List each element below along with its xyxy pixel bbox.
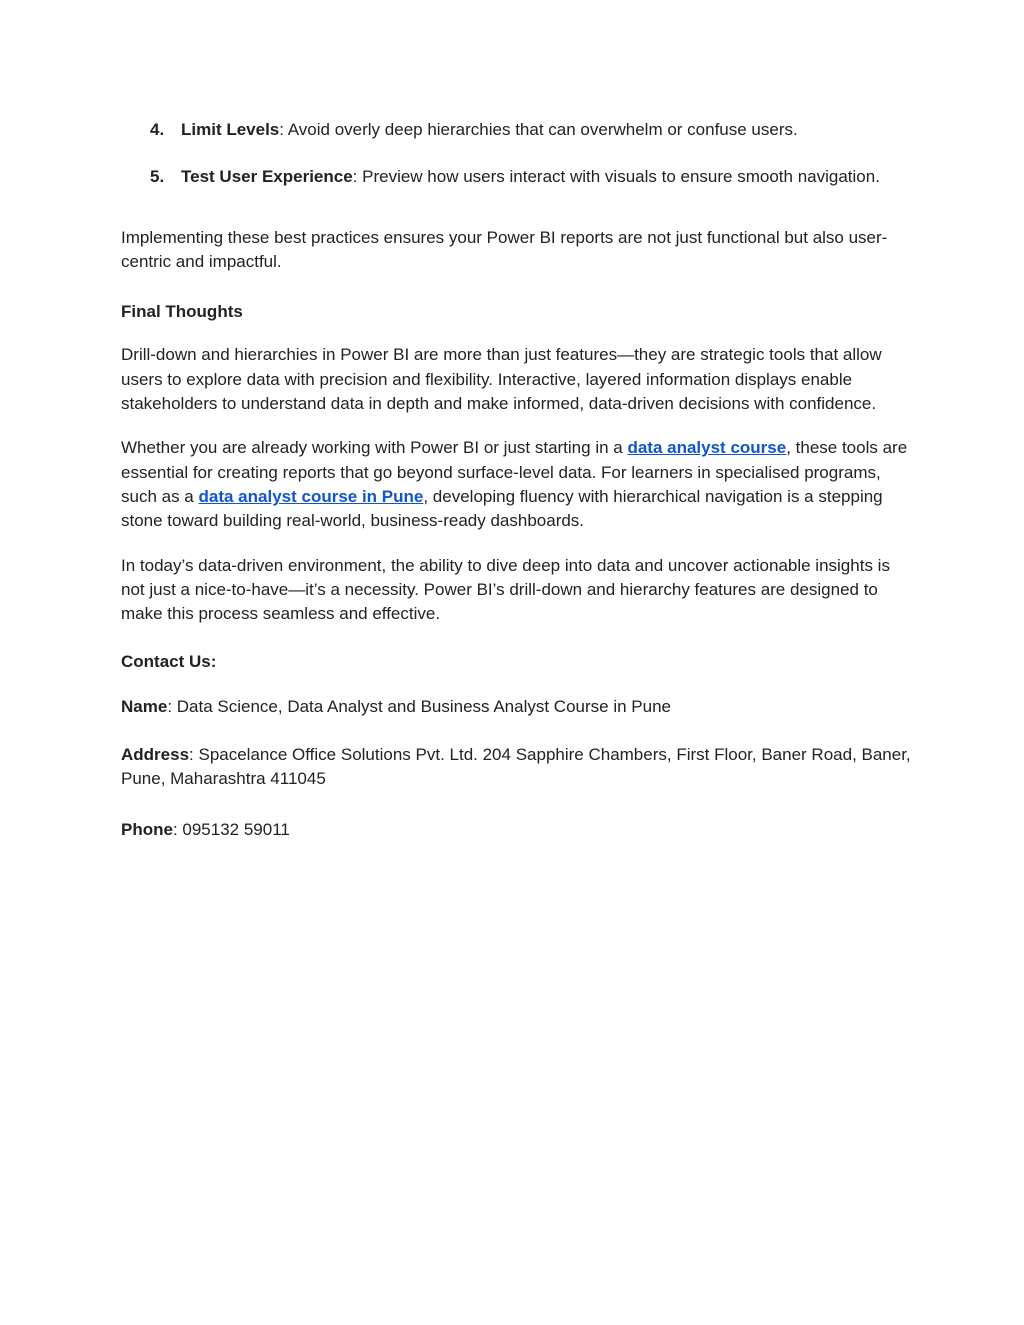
list-item-text: : Avoid overly deep hierarchies that can overwhelm or confuse users. (279, 120, 798, 139)
whether-text-1: Whether you are already working with Power BI or just starting in a (121, 438, 628, 458)
name-value: : Data Science, Data Analyst and Business Analyst Course in Pune (167, 696, 671, 716)
drill-down-paragraph: Drill-down and hierarchies in Power BI are more than just features—they are strategic tools that allow users to explore data with precision and flexibility. Interactive, layered information displays enable stakeholders to understand data in depth and make informed, data-driven decisions with confidence. (121, 345, 882, 414)
list-item-text: : Preview how users interact with visuals to ensure smooth navigation. (352, 167, 880, 187)
phone-label: Phone (121, 819, 173, 839)
contact-name (121, 695, 911, 719)
list-item-number: 5. (150, 167, 165, 187)
implementing-paragraph: Implementing these best practices ensures your Power BI reports are not just functional but also user-centric and impactful. (121, 227, 888, 271)
data-analyst-course-link[interactable]: data analyst course (627, 438, 787, 458)
name-label: Name (121, 696, 168, 716)
today-paragraph: In today’s data-driven environment, the ability to dive deep into data and uncover actionable insights is not just a nice-to-have—it’s a necessity. Power BI’s drill-down and hierarchy features are designed to make this process seamless and effective. (121, 555, 890, 624)
final-thoughts-heading: Final Thoughts (121, 302, 243, 322)
contact-address (121, 743, 911, 792)
list-item-title: Limit Levels (181, 120, 280, 139)
page-content (121, 118, 911, 842)
whether-paragraph (121, 436, 911, 533)
list-item (121, 118, 911, 142)
contact-phone (121, 818, 911, 842)
list-item (121, 165, 911, 189)
list-item-number: 4. (150, 120, 165, 139)
data-analyst-course-pune-link[interactable]: data analyst course in Pune (198, 486, 424, 506)
whether-text-2: , these tools are essential for creating reports that go beyond surface-level data. For learners in specialised programs, such as a (121, 438, 908, 506)
address-value: : Spacelance Office Solutions Pvt. Ltd. 204 Sapphire Chambers, First Floor, Baner Road, Baner, Pune, Maharashtra 411045 (121, 745, 911, 789)
whether-text-3: , developing fluency with hierarchical navigation is a stepping stone toward building real-world, business-ready dashboards. (121, 486, 883, 531)
list-item-title: Test User Experience (181, 167, 353, 187)
contact-heading: Contact Us: (121, 652, 217, 672)
address-label: Address (121, 745, 190, 765)
best-practices-list (121, 118, 911, 190)
phone-value: : 095132 59011 (172, 819, 290, 839)
